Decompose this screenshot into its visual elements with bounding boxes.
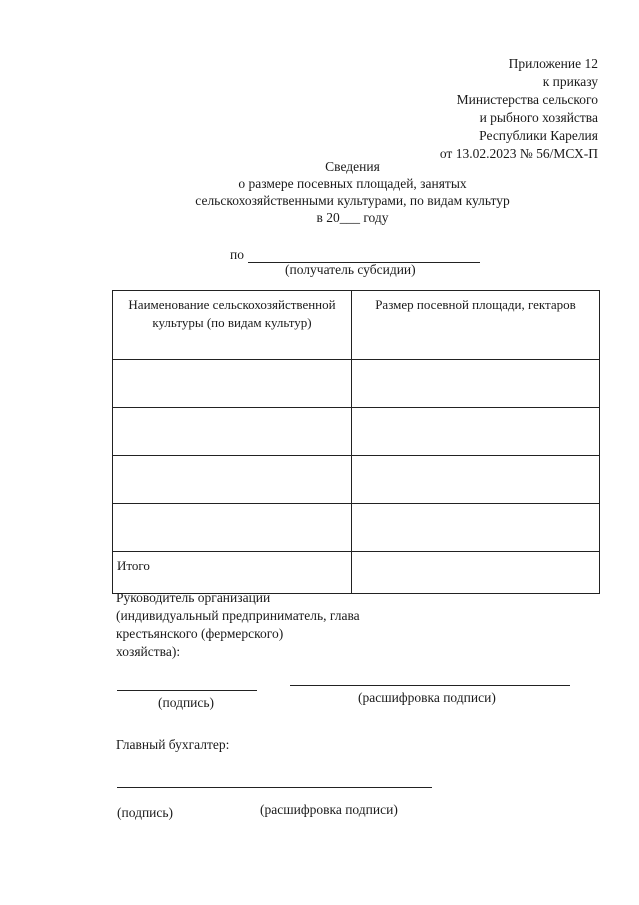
head-decode-line[interactable] <box>290 685 570 686</box>
appendix-line: и рыбного хозяйства <box>479 110 598 125</box>
head-signature-caption: (подпись) <box>158 695 215 710</box>
chief-decode-caption: (расшифровка подписи) <box>260 802 398 817</box>
crop-area-table <box>112 290 600 594</box>
table-total-row <box>113 552 600 594</box>
head-label-line: (индивидуальный предприниматель, глава <box>116 608 360 623</box>
recipient-caption: (получатель субсидии) <box>285 262 416 277</box>
total-value[interactable] <box>352 552 600 594</box>
table-row <box>113 504 600 552</box>
title-line: о размере посевных площадей, занятых <box>238 176 467 191</box>
column-header-crop: Наименование сельскохозяйственной культуры (по видам культур) <box>113 291 352 360</box>
table-cell[interactable] <box>113 504 352 552</box>
table-cell[interactable] <box>113 456 352 504</box>
appendix-reference <box>440 55 598 163</box>
table-row <box>113 360 600 408</box>
head-label-line: Руководитель организации <box>116 590 271 605</box>
head-signature-label <box>116 589 360 661</box>
column-header-area: Размер посевной площади, гектаров <box>352 291 600 360</box>
appendix-line: Приложение 12 <box>508 56 598 71</box>
total-label: Итого <box>113 552 352 594</box>
table-cell[interactable] <box>352 360 600 408</box>
title-line: сельскохозяйственными культурами, по видам культур <box>195 193 510 208</box>
head-signature-line[interactable] <box>117 690 257 691</box>
table-cell[interactable] <box>352 456 600 504</box>
table-cell[interactable] <box>352 408 600 456</box>
appendix-line: Республики Карелия <box>479 128 598 143</box>
chief-signature-caption: (подпись) <box>117 805 174 820</box>
table-header-row <box>113 291 600 360</box>
recipient-prefix: по <box>230 247 244 262</box>
document-title <box>140 158 565 226</box>
head-label-line: крестьянского (фермерского) <box>116 626 284 641</box>
title-line: в 20___ году <box>316 210 389 225</box>
head-label-line: хозяйства): <box>116 644 181 659</box>
table-row <box>113 456 600 504</box>
chief-accountant-label: Главный бухгалтер: <box>116 737 230 752</box>
chief-signature-line[interactable] <box>117 787 432 788</box>
table-cell[interactable] <box>352 504 600 552</box>
table-cell[interactable] <box>113 360 352 408</box>
appendix-line: к приказу <box>542 74 598 89</box>
appendix-line: Министерства сельского <box>456 92 598 107</box>
recipient-fill-line[interactable] <box>248 249 480 263</box>
table-cell[interactable] <box>113 408 352 456</box>
table-row <box>113 408 600 456</box>
title-line: Сведения <box>325 159 380 174</box>
recipient-field <box>230 247 480 263</box>
head-decode-caption: (расшифровка подписи) <box>358 690 496 705</box>
appendix-line: от 13.02.2023 № 56/МСХ-П <box>439 146 598 161</box>
